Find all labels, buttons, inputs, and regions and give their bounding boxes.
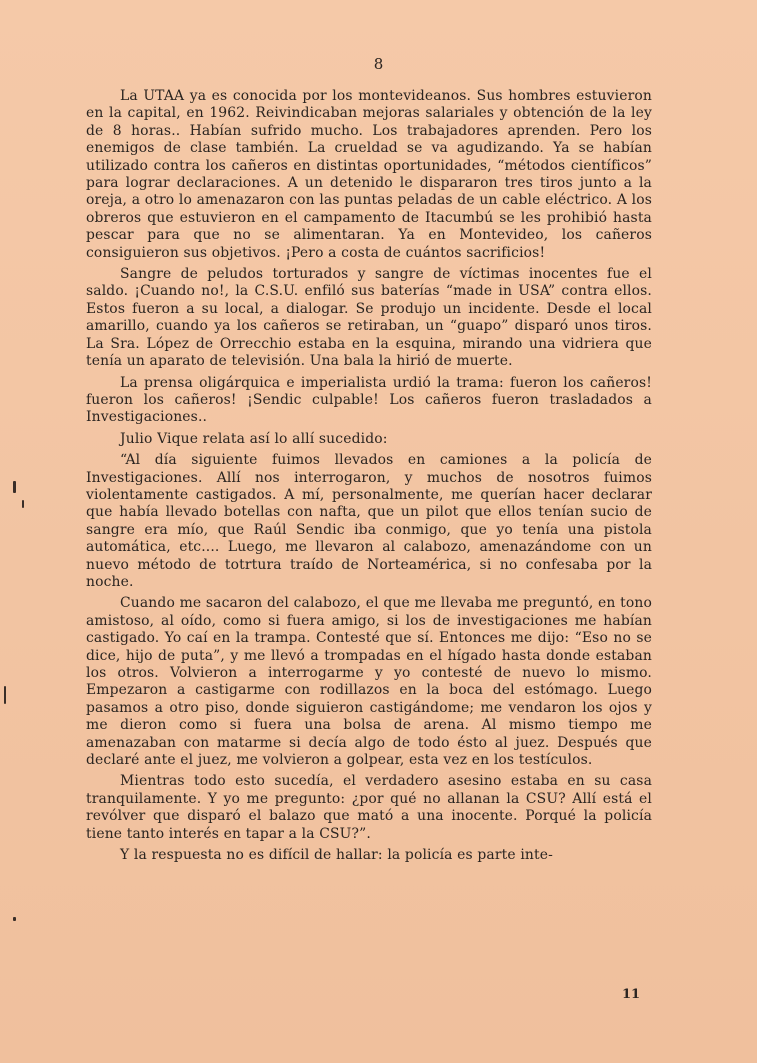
margin-speck bbox=[13, 481, 16, 493]
paragraph-8: Y la respuesta no es difícil de hallar: la policía es parte inte- bbox=[120, 847, 553, 864]
paragraph-1: La UTAA ya es conocida por los montevideanos. Sus hombres estuvieron en la capital, en 1962. Reivindicaban mejoras salariales y obtención de la ley de 8 horas.. Habían sufrido mucho. Los trabajadores aprenden. Pero los enemigos de clase también. La crueldad se va agudizando. Ya se habían utilizado contra los cañeros en distintas oportunidades, “métodos científicos” para lograr declaraciones. A un detenido le dispararon tres tiros junto a la oreja, a otro lo amenazaron con las puntas peladas de un cable eléctrico. A los obreros que estuvieron en el campamento de Itacumbú se les prohibió hasta pescar para que no se alimentaran. Ya en Montevideo, los cañeros consiguieron sus objetivos. ¡Pero a costa de cuántos sacrificios! bbox=[86, 88, 652, 261]
margin-speck bbox=[13, 917, 16, 921]
top-page-number: 8 bbox=[373, 55, 384, 73]
body-text bbox=[86, 88, 652, 864]
paragraph-6: Cuando me sacaron del calabozo, el que me llevaba me preguntó, en tono amistoso, al oído, como si fuera amigo, si los de investigaciones me habían castigado. Yo caí en la trampa. Contesté que sí. Entonces me dijo: “Eso no se dice, hijo de puta”, y me llevó a trompadas en el hígado hasta donde estaban los otros. Volvieron a interrogarme y yo contesté de nuevo lo mismo. Empezaron a castigarme con rodillazos en la boca del estómago. Luego pasamos a otro piso, donde siguieron castigándome; me vendaron los ojos y me dieron como si fuera una bolsa de arena. Al mismo tiempo me amenazaban con matarme si decía algo de todo ésto al juez. Después que declaré ante el juez, me volvieron a golpear, esta vez en los testículos. bbox=[86, 595, 652, 769]
paragraph-5: “Al día siguiente fuimos llevados en camiones a la policía de Investigaciones. Allí nos interrogaron, y muchos de nosotros fuimos violentamente castigados. A mí, personalmente, me querían hacer declarar que había llevado botellas con nafta, que un pilot que ellos tenían sucio de sangre era mío, que Raúl Sendic iba conmigo, que yo tenía una pistola automática, etc.... Luego, me llevaron al calabozo, amenazándome con un nuevo método de totrtura traído de Norteamérica, si no confesaba por la noche. bbox=[86, 452, 652, 590]
paragraph-4: Julio Vique relata así lo allí sucedido: bbox=[120, 430, 388, 447]
paragraph-7: Mientras todo esto sucedía, el verdadero asesino estaba en su casa tranquilamente. Y yo me pregunto: ¿por qué no allanan la CSU? Allí está el revólver que disparó el balazo que mató a una inocente. Porqué la policía tiene tanto interés en tapar a la CSU?”. bbox=[86, 773, 652, 842]
paragraph-2: Sangre de peludos torturados y sangre de víctimas inocentes fue el saldo. ¡Cuando no!, la C.S.U. enfiló sus baterías “made in USA” contra ellos. Estos fueron a su local, a dialogar. Se produjo un incidente. Desde el local amarillo, cuando ya los cañeros se retiraban, un “guapo” disparó unos tiros. La Sra. López de Orrecchio estaba en la esquina, mirando una vidriera que tenía un aparato de televisión. Una bala la hirió de muerte. bbox=[86, 266, 652, 370]
margin-speck bbox=[4, 686, 6, 704]
paragraph-3: La prensa oligárquica e imperialista urdió la trama: fueron los cañeros! fueron los cañeros! ¡Sendic culpable! Los cañeros fueron trasladados a Investigaciones.. bbox=[86, 374, 652, 426]
bottom-page-number: 11 bbox=[622, 987, 641, 1002]
margin-speck bbox=[22, 500, 24, 508]
